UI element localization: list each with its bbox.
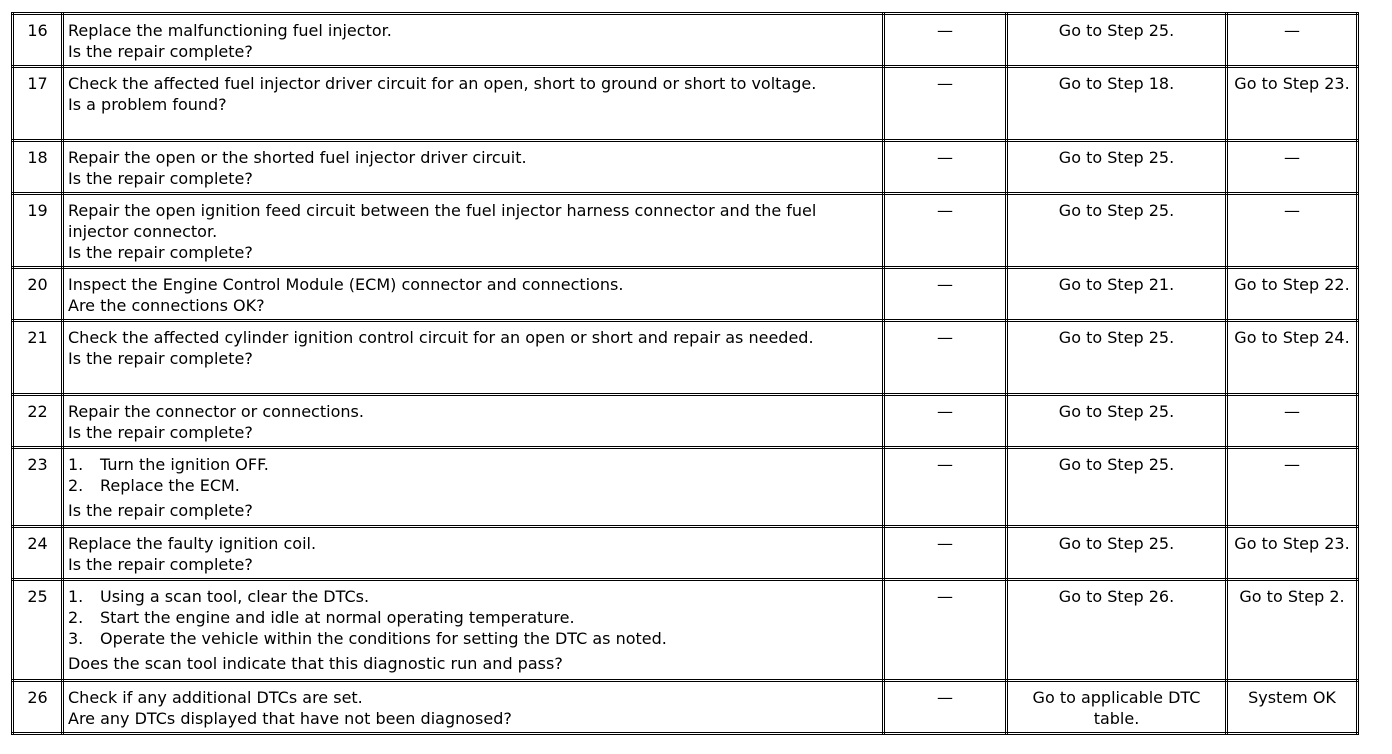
value-cell: — <box>884 268 1007 321</box>
value-cell: — <box>884 580 1007 681</box>
value-cell: — <box>884 194 1007 268</box>
action-line: Replace the malfunctioning fuel injector. <box>68 21 392 40</box>
step-action <box>63 268 884 321</box>
action-line: Is the repair complete? <box>68 42 253 61</box>
step-number: 17 <box>13 67 63 141</box>
step-action <box>63 141 884 194</box>
action-line: Is a problem found? <box>68 95 227 114</box>
step-action <box>63 681 884 734</box>
table-row <box>13 321 1358 395</box>
action-line: Replace the faulty ignition coil. <box>68 534 317 553</box>
no-result: — <box>1227 448 1358 527</box>
step-number: 20 <box>13 268 63 321</box>
table-row <box>13 141 1358 194</box>
substep <box>68 454 878 475</box>
step-number: 26 <box>13 681 63 734</box>
yes-result: Go to Step 25. <box>1007 14 1227 67</box>
action-line: Is the repair complete? <box>68 169 253 188</box>
value-cell: — <box>884 321 1007 395</box>
no-result: Go to Step 23. <box>1227 527 1358 580</box>
yes-result: Go to Step 21. <box>1007 268 1227 321</box>
no-result: Go to Step 2. <box>1227 580 1358 681</box>
substep <box>68 475 878 496</box>
action-line: Check the affected fuel injector driver circuit for an open, short to ground or short to voltage. <box>68 74 817 93</box>
step-action <box>63 321 884 395</box>
yes-result: Go to applicable DTC table. <box>1007 681 1227 734</box>
value-cell: — <box>884 527 1007 580</box>
substep-number: 3. <box>68 629 84 648</box>
substep-text: Operate the vehicle within the conditions for setting the DTC as noted. <box>100 629 667 648</box>
step-number: 21 <box>13 321 63 395</box>
yes-result: Go to Step 25. <box>1007 321 1227 395</box>
table-row <box>13 395 1358 448</box>
action-line: Are any DTCs displayed that have not been diagnosed? <box>68 709 512 728</box>
substep-number: 2. <box>68 476 84 495</box>
substep-text: Replace the ECM. <box>100 476 240 495</box>
value-cell: — <box>884 681 1007 734</box>
no-result: — <box>1227 395 1358 448</box>
no-result: Go to Step 24. <box>1227 321 1358 395</box>
diagnostic-table <box>11 12 1359 735</box>
step-number: 18 <box>13 141 63 194</box>
step-action <box>63 527 884 580</box>
substep-text: Start the engine and idle at normal operating temperature. <box>100 608 575 627</box>
step-question: Is the repair complete? <box>68 501 253 520</box>
step-action <box>63 580 884 681</box>
step-action <box>63 194 884 268</box>
substep <box>68 586 878 607</box>
substep-text: Using a scan tool, clear the DTCs. <box>100 587 370 606</box>
step-number: 23 <box>13 448 63 527</box>
action-line: Is the repair complete? <box>68 423 253 442</box>
value-cell: — <box>884 14 1007 67</box>
yes-result: Go to Step 26. <box>1007 580 1227 681</box>
action-line: Check if any additional DTCs are set. <box>68 688 363 707</box>
no-result: Go to Step 22. <box>1227 268 1358 321</box>
step-action <box>63 448 884 527</box>
table-row <box>13 268 1358 321</box>
substep <box>68 607 878 628</box>
step-number: 22 <box>13 395 63 448</box>
step-action <box>63 67 884 141</box>
action-line: Are the connections OK? <box>68 296 265 315</box>
diagnostic-table-body <box>13 14 1358 734</box>
action-line: Is the repair complete? <box>68 555 253 574</box>
yes-result: Go to Step 18. <box>1007 67 1227 141</box>
yes-result: Go to Step 25. <box>1007 395 1227 448</box>
table-row <box>13 681 1358 734</box>
table-row <box>13 14 1358 67</box>
yes-result: Go to Step 25. <box>1007 194 1227 268</box>
action-line: Is the repair complete? <box>68 243 253 262</box>
no-result: — <box>1227 194 1358 268</box>
substep-number: 1. <box>68 587 84 606</box>
yes-result: Go to Step 25. <box>1007 527 1227 580</box>
action-line: Is the repair complete? <box>68 349 253 368</box>
action-line: Inspect the Engine Control Module (ECM) connector and connections. <box>68 275 624 294</box>
no-result: — <box>1227 141 1358 194</box>
action-line: Repair the connector or connections. <box>68 402 364 421</box>
no-result: System OK <box>1227 681 1358 734</box>
no-result: — <box>1227 14 1358 67</box>
value-cell: — <box>884 448 1007 527</box>
table-row <box>13 194 1358 268</box>
substep-number: 2. <box>68 608 84 627</box>
value-cell: — <box>884 141 1007 194</box>
step-question: Does the scan tool indicate that this diagnostic run and pass? <box>68 654 563 673</box>
step-number: 19 <box>13 194 63 268</box>
step-action <box>63 395 884 448</box>
no-result: Go to Step 23. <box>1227 67 1358 141</box>
step-number: 16 <box>13 14 63 67</box>
step-number: 25 <box>13 580 63 681</box>
step-number: 24 <box>13 527 63 580</box>
table-row <box>13 67 1358 141</box>
substep <box>68 628 878 649</box>
table-row <box>13 580 1358 681</box>
yes-result: Go to Step 25. <box>1007 448 1227 527</box>
action-line: Repair the open or the shorted fuel injector driver circuit. <box>68 148 527 167</box>
yes-result: Go to Step 25. <box>1007 141 1227 194</box>
action-line: Check the affected cylinder ignition control circuit for an open or short and repair as needed. <box>68 328 814 347</box>
value-cell: — <box>884 395 1007 448</box>
table-row <box>13 448 1358 527</box>
substep-number: 1. <box>68 455 84 474</box>
value-cell: — <box>884 67 1007 141</box>
action-line: Repair the open ignition feed circuit between the fuel injector harness connector and the fuel injector connector. <box>68 201 817 241</box>
table-row <box>13 527 1358 580</box>
step-action <box>63 14 884 67</box>
substep-text: Turn the ignition OFF. <box>100 455 269 474</box>
